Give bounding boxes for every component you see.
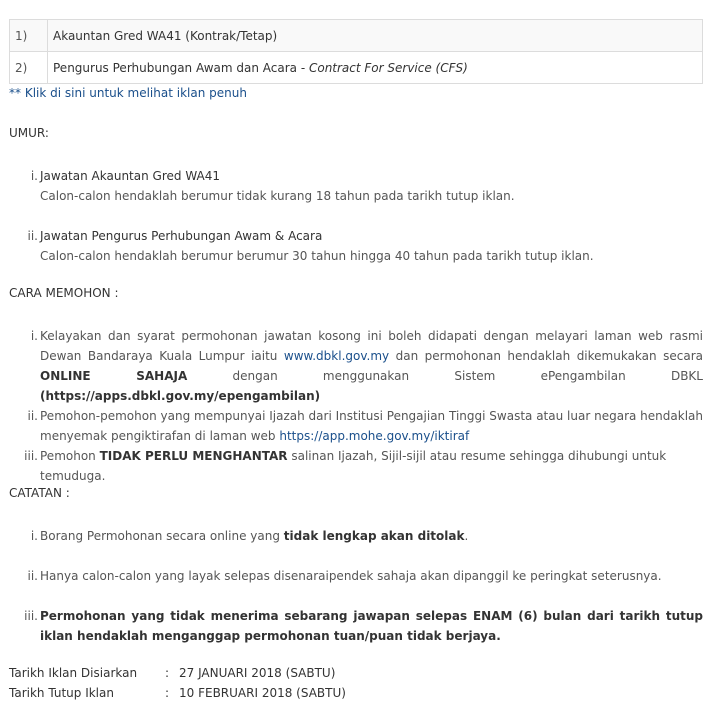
list-item-text: Permohonan yang tidak menerima sebarang jawapan selepas ENAM (6) bulan dari tarikh tutup iklan hendaklah menganggap permohonan tuan/puan tidak berjaya. — [40, 609, 703, 643]
mohe-iktiraf-link[interactable]: https://app.mohe.gov.my/iktiraf — [279, 429, 470, 443]
position-title: Pengurus Perhubungan Awam dan Acara - Contract For Service (CFS) — [48, 52, 703, 84]
list-item-text: Calon-calon hendaklah berumur tidak kurang 18 tahun pada tarikh tutup iklan. — [40, 189, 515, 203]
list-item-text: Pemohon TIDAK PERLU MENGHANTAR salinan Ijazah, Sijil-sijil atau resume sehingga dihubungi untuk temuduga. — [40, 449, 667, 483]
closing-date-row: Tarikh Tutup Iklan : 10 FEBRUARI 2018 (SABTU) — [9, 686, 346, 700]
positions-table — [9, 19, 703, 84]
dbkl-website-link[interactable]: www.dbkl.gov.my — [283, 349, 390, 363]
list-item: ii. Pemohon-pemohon yang mempunyai Ijazah dari Institusi Pengajian Tinggi Swasta atau luar negara hendaklah menyemak pengiktirafan di laman web https://app.mohe.gov.my/iktiraf — [9, 406, 703, 446]
epengambilan-link[interactable]: https://apps.dbkl.gov.my/epengambilan — [45, 389, 315, 403]
list-item-title: Jawatan Akauntan Gred WA41 — [40, 169, 220, 183]
closing-date-label: Tarikh Tutup Iklan — [9, 686, 114, 700]
table-row — [10, 52, 703, 84]
list-item-text: Pemohon-pemohon yang mempunyai Ijazah dari Institusi Pengajian Tinggi Swasta atau luar negara hendaklah menyemak pengiktirafan di laman web https://app.mohe.gov.my/iktiraf — [40, 409, 703, 443]
full-ad-link[interactable]: Klik di sini untuk melihat iklan penuh — [24, 86, 247, 100]
list-item: iii. Permohonan yang tidak menerima sebarang jawapan selepas ENAM (6) bulan dari tarikh tutup iklan hendaklah menganggap permohonan tuan/puan tidak berjaya. — [9, 606, 703, 646]
position-number: 2) — [10, 52, 48, 84]
list-item-text: Borang Permohonan secara online yang tidak lengkap akan ditolak. — [40, 529, 469, 543]
list-item: iii. Pemohon TIDAK PERLU MENGHANTAR salinan Ijazah, Sijil-sijil atau resume sehingga dihubungi untuk temuduga. — [24, 449, 667, 483]
list-item: i. Kelayakan dan syarat permohonan jawatan kosong ini boleh didapati dengan melayari laman web rasmi Dewan Bandaraya Kuala Lumpur iaitu www.dbkl.gov.my dan permohonan hendaklah dikemukakan secara ONLINE SAHAJA dengan menggunakan Sistem ePengambilan DBKL (https://apps.dbkl.gov.my/epengambilan) — [9, 326, 703, 406]
list-item: i. Jawatan Akauntan Gred WA41 Calon-calon hendaklah berumur tidak kurang 18 tahun pada tarikh tutup iklan. — [9, 166, 703, 206]
contract-type: Contract For Service (CFS) — [308, 60, 468, 75]
cara-memohon-heading: CARA MEMOHON : — [9, 286, 119, 300]
list-item-text: Calon-calon hendaklah berumur berumur 30 tahun hingga 40 tahun pada tarikh tutup iklan. — [40, 249, 594, 263]
advert-date-value: 27 JANUARI 2018 (SABTU) — [179, 666, 336, 680]
advert-date-row: Tarikh Iklan Disiarkan : 27 JANUARI 2018 (SABTU) — [9, 666, 336, 680]
full-ad-line: ** Klik di sini untuk melihat iklan penuh — [9, 86, 247, 100]
advert-date-label: Tarikh Iklan Disiarkan — [9, 666, 138, 680]
list-item-text: Hanya calon-calon yang layak selepas disenaraipendek sahaja akan dipanggil ke peringkat seterusnya. — [40, 569, 662, 583]
table-row — [10, 20, 703, 52]
catatan-heading: CATATAN : — [9, 486, 70, 500]
umur-heading: UMUR: — [9, 126, 49, 140]
list-item-title: Jawatan Pengurus Perhubungan Awam & Acara — [40, 229, 323, 243]
list-item-text: Kelayakan dan syarat permohonan jawatan kosong ini boleh didapati dengan melayari laman web rasmi Dewan Bandaraya Kuala Lumpur iaitu www.dbkl.gov.my dan permohonan hendaklah dikemukakan secara ONLINE SAHAJA dengan menggunakan Sistem ePengambilan DBKL (https://apps.dbkl.gov.my/epengambilan) — [40, 329, 703, 403]
position-number: 1) — [10, 20, 48, 52]
list-item: ii. Hanya calon-calon yang layak selepas disenaraipendek sahaja akan dipanggil ke peringkat seterusnya. — [27, 569, 662, 583]
position-title: Akauntan Gred WA41 (Kontrak/Tetap) — [48, 20, 703, 52]
list-item: i. Borang Permohonan secara online yang tidak lengkap akan ditolak. — [30, 529, 469, 543]
closing-date-value: 10 FEBRUARI 2018 (SABTU) — [179, 686, 346, 700]
list-item: ii. Jawatan Pengurus Perhubungan Awam & Acara Calon-calon hendaklah berumur berumur 30 tahun hingga 40 tahun pada tarikh tutup iklan. — [9, 226, 703, 266]
